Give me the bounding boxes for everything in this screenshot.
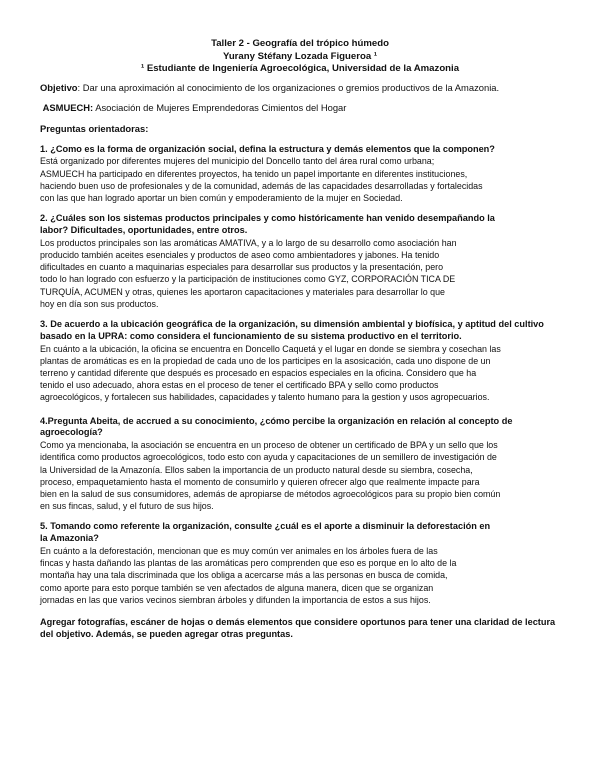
answer-line: hoy en día son sus productos.: [40, 298, 159, 309]
answer-line: con las que han logrado aportar un bien común y empoderamiento de la mujer en Sociedad.: [40, 192, 403, 203]
question-title: [40, 416, 560, 440]
answer-line: terreno y cantidad diferente que después es procesado en espacios especiales en la oficina. Considero que ha: [40, 367, 477, 378]
question-block-1: [40, 144, 560, 205]
answer-line: dificultades en cuanto a maquinarias especiales para desarrollar sus productos y la presentación, pero: [40, 262, 444, 273]
question-answer: [40, 545, 560, 606]
guiding-questions-heading: Preguntas orientadoras:: [40, 122, 149, 134]
answer-line: En cuánto a la deforestación, mencionan que es muy común ver animales en los árboles fuera de las: [40, 545, 438, 556]
answer-line: Como ya mencionaba, la asociación se encuentra en un proceso de obtener un certificado de BPA y un sello que los: [40, 440, 498, 451]
footer-line: del objetivo. Además, se pueden agregar otras preguntas.: [40, 628, 293, 639]
organization-label: ASMUECH:: [42, 101, 94, 113]
question-title: [40, 144, 560, 156]
document-page: [40, 38, 560, 640]
question-answer: [40, 439, 560, 512]
question-title-line: 3. De acuerdo a la ubicación geográfica de la organización, su dimensión ambiental y biofísica, y aptitud del cultivo: [40, 318, 544, 329]
question-answer: [40, 343, 560, 404]
answer-line: plantas de aromáticas es en la propiedad de cada uno de los participes en la asosicación, cada uno dispone de un: [40, 355, 491, 366]
question-title-line: 4.Pregunta Abeita, de accrued a su conocimiento, ¿cómo percibe la organización en relación al concepto de: [40, 415, 513, 426]
question-title-line: labor? Dificultades, oportunidades, entre otros.: [40, 224, 248, 235]
question-block-4: [40, 416, 560, 513]
answer-line: Los productos principales son las aromáticas AMATIVA, y a lo largo de su desarrollo como asociación han: [40, 237, 457, 248]
answer-line: como aporte para esto porque también se ven afectados de alguna manera, dicen que se organizan: [40, 582, 434, 593]
question-block-2: [40, 213, 560, 310]
question-title: [40, 319, 560, 343]
question-title: [40, 213, 560, 237]
document-header: [40, 38, 560, 76]
objective-label: Objetivo: [40, 81, 78, 93]
question-title: [40, 521, 560, 545]
answer-line: en sus fincas, salud, y el futuro de sus hijos.: [40, 501, 214, 512]
answer-line: fincas y hasta dañando las plantas de las aromáticas pero comprenden que eso es porque en lo alto de la: [40, 558, 457, 569]
answer-line: Está organizado por diferentes mujeres del municipio del Doncello tanto del área rural como urbana;: [40, 156, 435, 167]
question-block-3: [40, 319, 560, 404]
organization-text: Asociación de Mujeres Emprendedoras Cimientos del Hogar: [93, 101, 347, 113]
question-title-line: 2. ¿Cuáles son los sistemas productos principales y como históricamente han venido desempañando la: [40, 213, 495, 224]
question-title-line: la Amazonia?: [40, 533, 99, 544]
question-block-5: [40, 521, 560, 606]
author-affiliation: ¹ Estudiante de Ingeniería Agroecológica, Universidad de la Amazonia: [140, 63, 460, 74]
question-title-line: 5. Tomando como referente la organización, consulte ¿cuál es el aporte a disminuir la deforestación en: [40, 521, 491, 532]
document-title: Taller 2 - Geografía del trópico húmedo: [211, 38, 389, 49]
question-answer: [40, 237, 560, 310]
question-title-line: agroecología?: [40, 427, 103, 438]
organization-paragraph: [40, 102, 560, 114]
question-answer: [40, 155, 560, 204]
author-name: Yurany Stéfany Lozada Figueroa ¹: [222, 50, 378, 62]
answer-line: jornadas en las que varios vecinos siembran árboles y difunden la importancia de estos a sus hijos.: [40, 594, 431, 605]
question-title-line: basado en la UPRA: como considera el funcionamiento de su sistema productivo en el territorio.: [40, 330, 462, 341]
answer-line: agroecológicos, y fortalecen sus habilidades, capacidades y talento humano para la gestion y usos agropecuarios.: [40, 392, 490, 403]
answer-line: ASMUECH ha participado en diferentes proyectos, ha tenido un papel importante en diferentes instituciones,: [40, 168, 468, 179]
answer-line: todo lo han logrado con esfuerzo y la participación de instituciones como GYZ, CORPORACIÓN TICA DE: [40, 274, 456, 285]
footer-line: Agregar fotografías, escáner de hojas o demás elementos que considere oportunos para tener una claridad de lectura: [40, 616, 556, 627]
answer-line: producido también aceites esenciales y productos de aseo como ambientadores y jabones. Ha tenido: [40, 249, 440, 260]
answer-line: identifica como productos agroecológicos, todo esto con ayuda y capacitaciones de un semillero de investigación de: [40, 452, 497, 463]
footer-note: [40, 616, 560, 640]
answer-line: TURQUÍA, ACUMEN y otras, quienes les aportaron capacitaciones y materiales para desarrollar lo que: [40, 286, 445, 297]
answer-line: En cuánto a la ubicación, la oficina se encuentra en Doncello Caquetá y el lugar en donde se siembra y cosechan las: [40, 343, 501, 354]
answer-line: proceso, empaquetamiento hasta el momento de consumirlo y quieren ofrecer algo que realmente impacte para: [40, 476, 480, 487]
answer-line: montaña hay una tala discriminada que los obliga a acercarse más a las personas en busca de comida,: [40, 570, 448, 581]
answer-line: la Universidad de la Amazonía. Ellos saben la importancia de un producto natural desde su siembra, cosecha,: [40, 464, 473, 475]
question-title-line: 1. ¿Como es la forma de organización social, defina la estructura y demás elementos que la componen?: [40, 143, 495, 154]
answer-line: bien en la salud de sus consumidores, además de apropiarse de métodos agroecológicos para su propio bien común: [40, 488, 501, 499]
answer-line: haciendo buen uso de profesionales y de la comunidad, además de las capacidades desarrolladas y fortalecidas: [40, 180, 483, 191]
objective-text: : Dar una aproximación al conocimiento de los organizaciones o gremios productivos de la Amazonia.: [77, 81, 500, 93]
objective-paragraph: [40, 82, 560, 94]
answer-line: tenido el uso adecuado, ahora estas en el proceso de tener el certificado BPA y sello como productos: [40, 380, 439, 391]
